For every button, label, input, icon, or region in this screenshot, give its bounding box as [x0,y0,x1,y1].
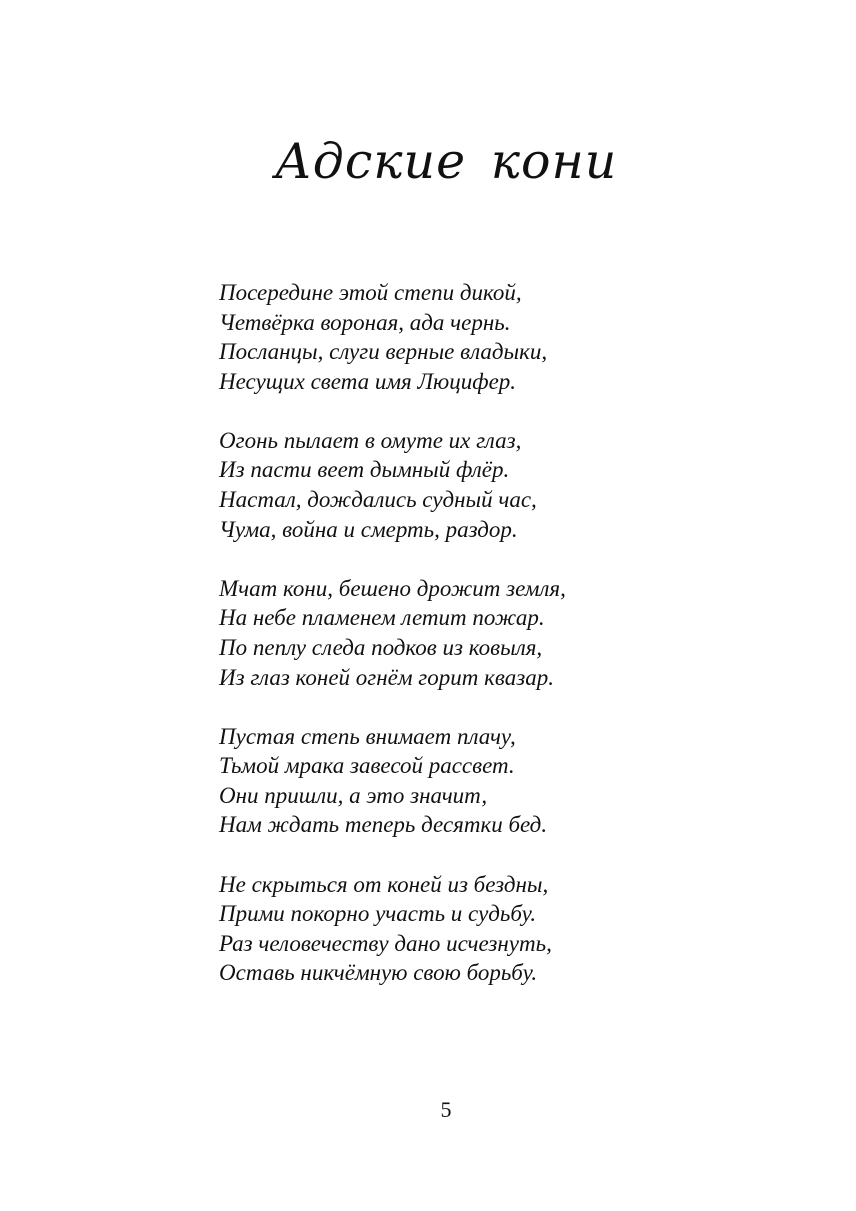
poem-line: Из пасти веет дымный флёр. [219,457,510,483]
poem-line: Посланцы, слуги верные владыки, [219,339,548,365]
stanza-2 [219,426,779,544]
poem-line: Настал, дождались судный час, [219,487,537,513]
page-number: 5 [440,1097,452,1122]
poem-line: Пустая степь внимает плачу, [219,723,516,749]
poem-line: Несущих света имя Люцифер. [219,368,517,394]
poem-title: Адские кони [274,133,618,190]
poem-line: Они пришли, а это значит, [219,782,488,808]
stanza-3 [219,574,779,692]
poem-line: Оставь никчёмную свою борьбу. [219,960,538,986]
poem-line: Мчат кони, бешено дрожит земля, [219,575,566,601]
poem-line: По пеплу следа подков из ковыля, [219,634,543,660]
stanza-1 [219,278,779,396]
stanza-5 [219,870,779,988]
poem-line: Чума, война и смерть, раздор. [219,516,518,542]
poem-line: Огонь пылает в омуте их глаз, [219,427,522,453]
poem-line: Четвёрка вороная, ада чернь. [219,309,511,335]
poem-line: Посередине этой степи дикой, [219,280,522,305]
poem-line: Тьмой мрака завесой рассвет. [219,753,515,779]
poem-line: Раз человечеству дано исчезнуть, [219,930,552,956]
poem-body [219,278,779,1017]
poem-line: Нам ждать теперь десятки бед. [219,812,548,838]
poem-line: Прими покорно участь и судьбу. [219,901,537,927]
poem-line: Не скрыться от коней из бездны, [219,871,549,897]
stanza-4 [219,722,779,840]
poem-line: На небе пламенем летит пожар. [219,605,545,631]
poem-line: Из глаз коней огнём горит квазар. [219,664,554,690]
